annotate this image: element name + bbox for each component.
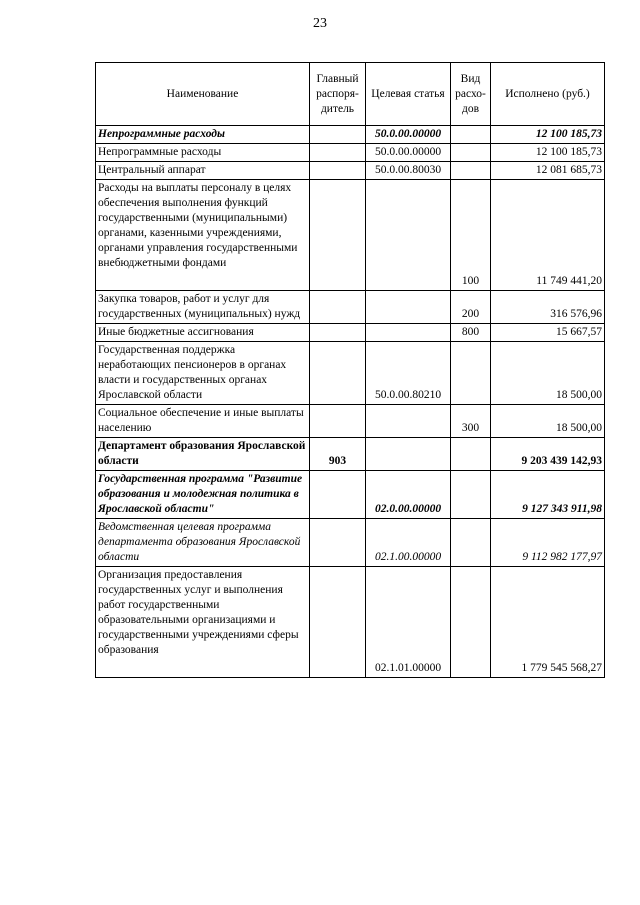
row-amount: 12 100 185,73 xyxy=(491,144,605,162)
table-header-row xyxy=(96,63,605,126)
header-type: Вид расхо-дов xyxy=(451,63,491,126)
row-code: 50.0.00.00000 xyxy=(366,144,451,162)
row-code: 50.0.00.80030 xyxy=(366,162,451,180)
row-type xyxy=(451,126,491,144)
row-code: 02.1.00.00000 xyxy=(366,519,451,567)
row-name: Непрограммные расходы xyxy=(96,144,310,162)
row-name: Закупка товаров, работ и услуг для государственных (муниципальных) нужд xyxy=(96,291,310,324)
header-name: Наименование xyxy=(96,63,310,126)
row-admin xyxy=(310,126,366,144)
table-row xyxy=(96,438,605,471)
row-code: 50.0.00.80210 xyxy=(366,342,451,405)
row-type: 800 xyxy=(451,324,491,342)
row-type xyxy=(451,162,491,180)
table-row xyxy=(96,162,605,180)
row-name: Социальное обеспечение и иные выплаты населению xyxy=(96,405,310,438)
table-row xyxy=(96,324,605,342)
row-code: 02.1.01.00000 xyxy=(366,567,451,678)
row-code xyxy=(366,405,451,438)
row-type: 300 xyxy=(451,405,491,438)
row-type xyxy=(451,438,491,471)
table-row xyxy=(96,567,605,678)
row-admin: 903 xyxy=(310,438,366,471)
row-amount: 18 500,00 xyxy=(491,342,605,405)
row-name: Организация предоставления государственных услуг и выполнения работ государственными образовательными организациями и государственными учреждениями сферы образования xyxy=(96,567,310,678)
table-row xyxy=(96,519,605,567)
row-name: Государственная поддержка неработающих пенсионеров в органах власти и государственных органах Ярославской области xyxy=(96,342,310,405)
row-type xyxy=(451,144,491,162)
row-amount: 9 112 982 177,97 xyxy=(491,519,605,567)
row-name: Государственная программа "Развитие образования и молодежная политика в Ярославской области" xyxy=(96,471,310,519)
row-admin xyxy=(310,180,366,291)
row-type xyxy=(451,519,491,567)
row-amount: 11 749 441,20 xyxy=(491,180,605,291)
table-row xyxy=(96,126,605,144)
row-admin xyxy=(310,291,366,324)
row-code: 02.0.00.00000 xyxy=(366,471,451,519)
row-name: Иные бюджетные ассигнования xyxy=(96,324,310,342)
row-name: Непрограммные расходы xyxy=(96,126,310,144)
row-admin xyxy=(310,471,366,519)
row-type xyxy=(451,342,491,405)
row-amount: 15 667,57 xyxy=(491,324,605,342)
row-type: 100 xyxy=(451,180,491,291)
row-code xyxy=(366,180,451,291)
row-type xyxy=(451,471,491,519)
table-row xyxy=(96,291,605,324)
table-row xyxy=(96,471,605,519)
row-code xyxy=(366,438,451,471)
row-name: Ведомственная целевая программа департамента образования Ярославской области xyxy=(96,519,310,567)
row-name: Департамент образования Ярославской области xyxy=(96,438,310,471)
row-admin xyxy=(310,567,366,678)
row-amount: 9 203 439 142,93 xyxy=(491,438,605,471)
row-amount: 316 576,96 xyxy=(491,291,605,324)
row-admin xyxy=(310,162,366,180)
row-amount: 18 500,00 xyxy=(491,405,605,438)
row-name: Расходы на выплаты персоналу в целях обеспечения выполнения функций государственными (муниципальными) органами, казенными учреждениями, органами управления государственными внебюджетными фондами xyxy=(96,180,310,291)
header-amount: Исполнено (руб.) xyxy=(491,63,605,126)
row-name: Центральный аппарат xyxy=(96,162,310,180)
row-amount: 12 081 685,73 xyxy=(491,162,605,180)
row-admin xyxy=(310,144,366,162)
row-code xyxy=(366,324,451,342)
row-code xyxy=(366,291,451,324)
row-admin xyxy=(310,342,366,405)
row-amount: 9 127 343 911,98 xyxy=(491,471,605,519)
row-admin xyxy=(310,324,366,342)
page-number: 23 xyxy=(313,16,327,31)
row-amount: 1 779 545 568,27 xyxy=(491,567,605,678)
row-admin xyxy=(310,519,366,567)
header-code: Целевая статья xyxy=(366,63,451,126)
row-admin xyxy=(310,405,366,438)
expenditure-table xyxy=(95,62,605,678)
header-admin: Главный распоря-дитель xyxy=(310,63,366,126)
table-row xyxy=(96,405,605,438)
row-type: 200 xyxy=(451,291,491,324)
row-type xyxy=(451,567,491,678)
table-row xyxy=(96,144,605,162)
row-code: 50.0.00.00000 xyxy=(366,126,451,144)
table-row xyxy=(96,180,605,291)
row-amount: 12 100 185,73 xyxy=(491,126,605,144)
table-row xyxy=(96,342,605,405)
